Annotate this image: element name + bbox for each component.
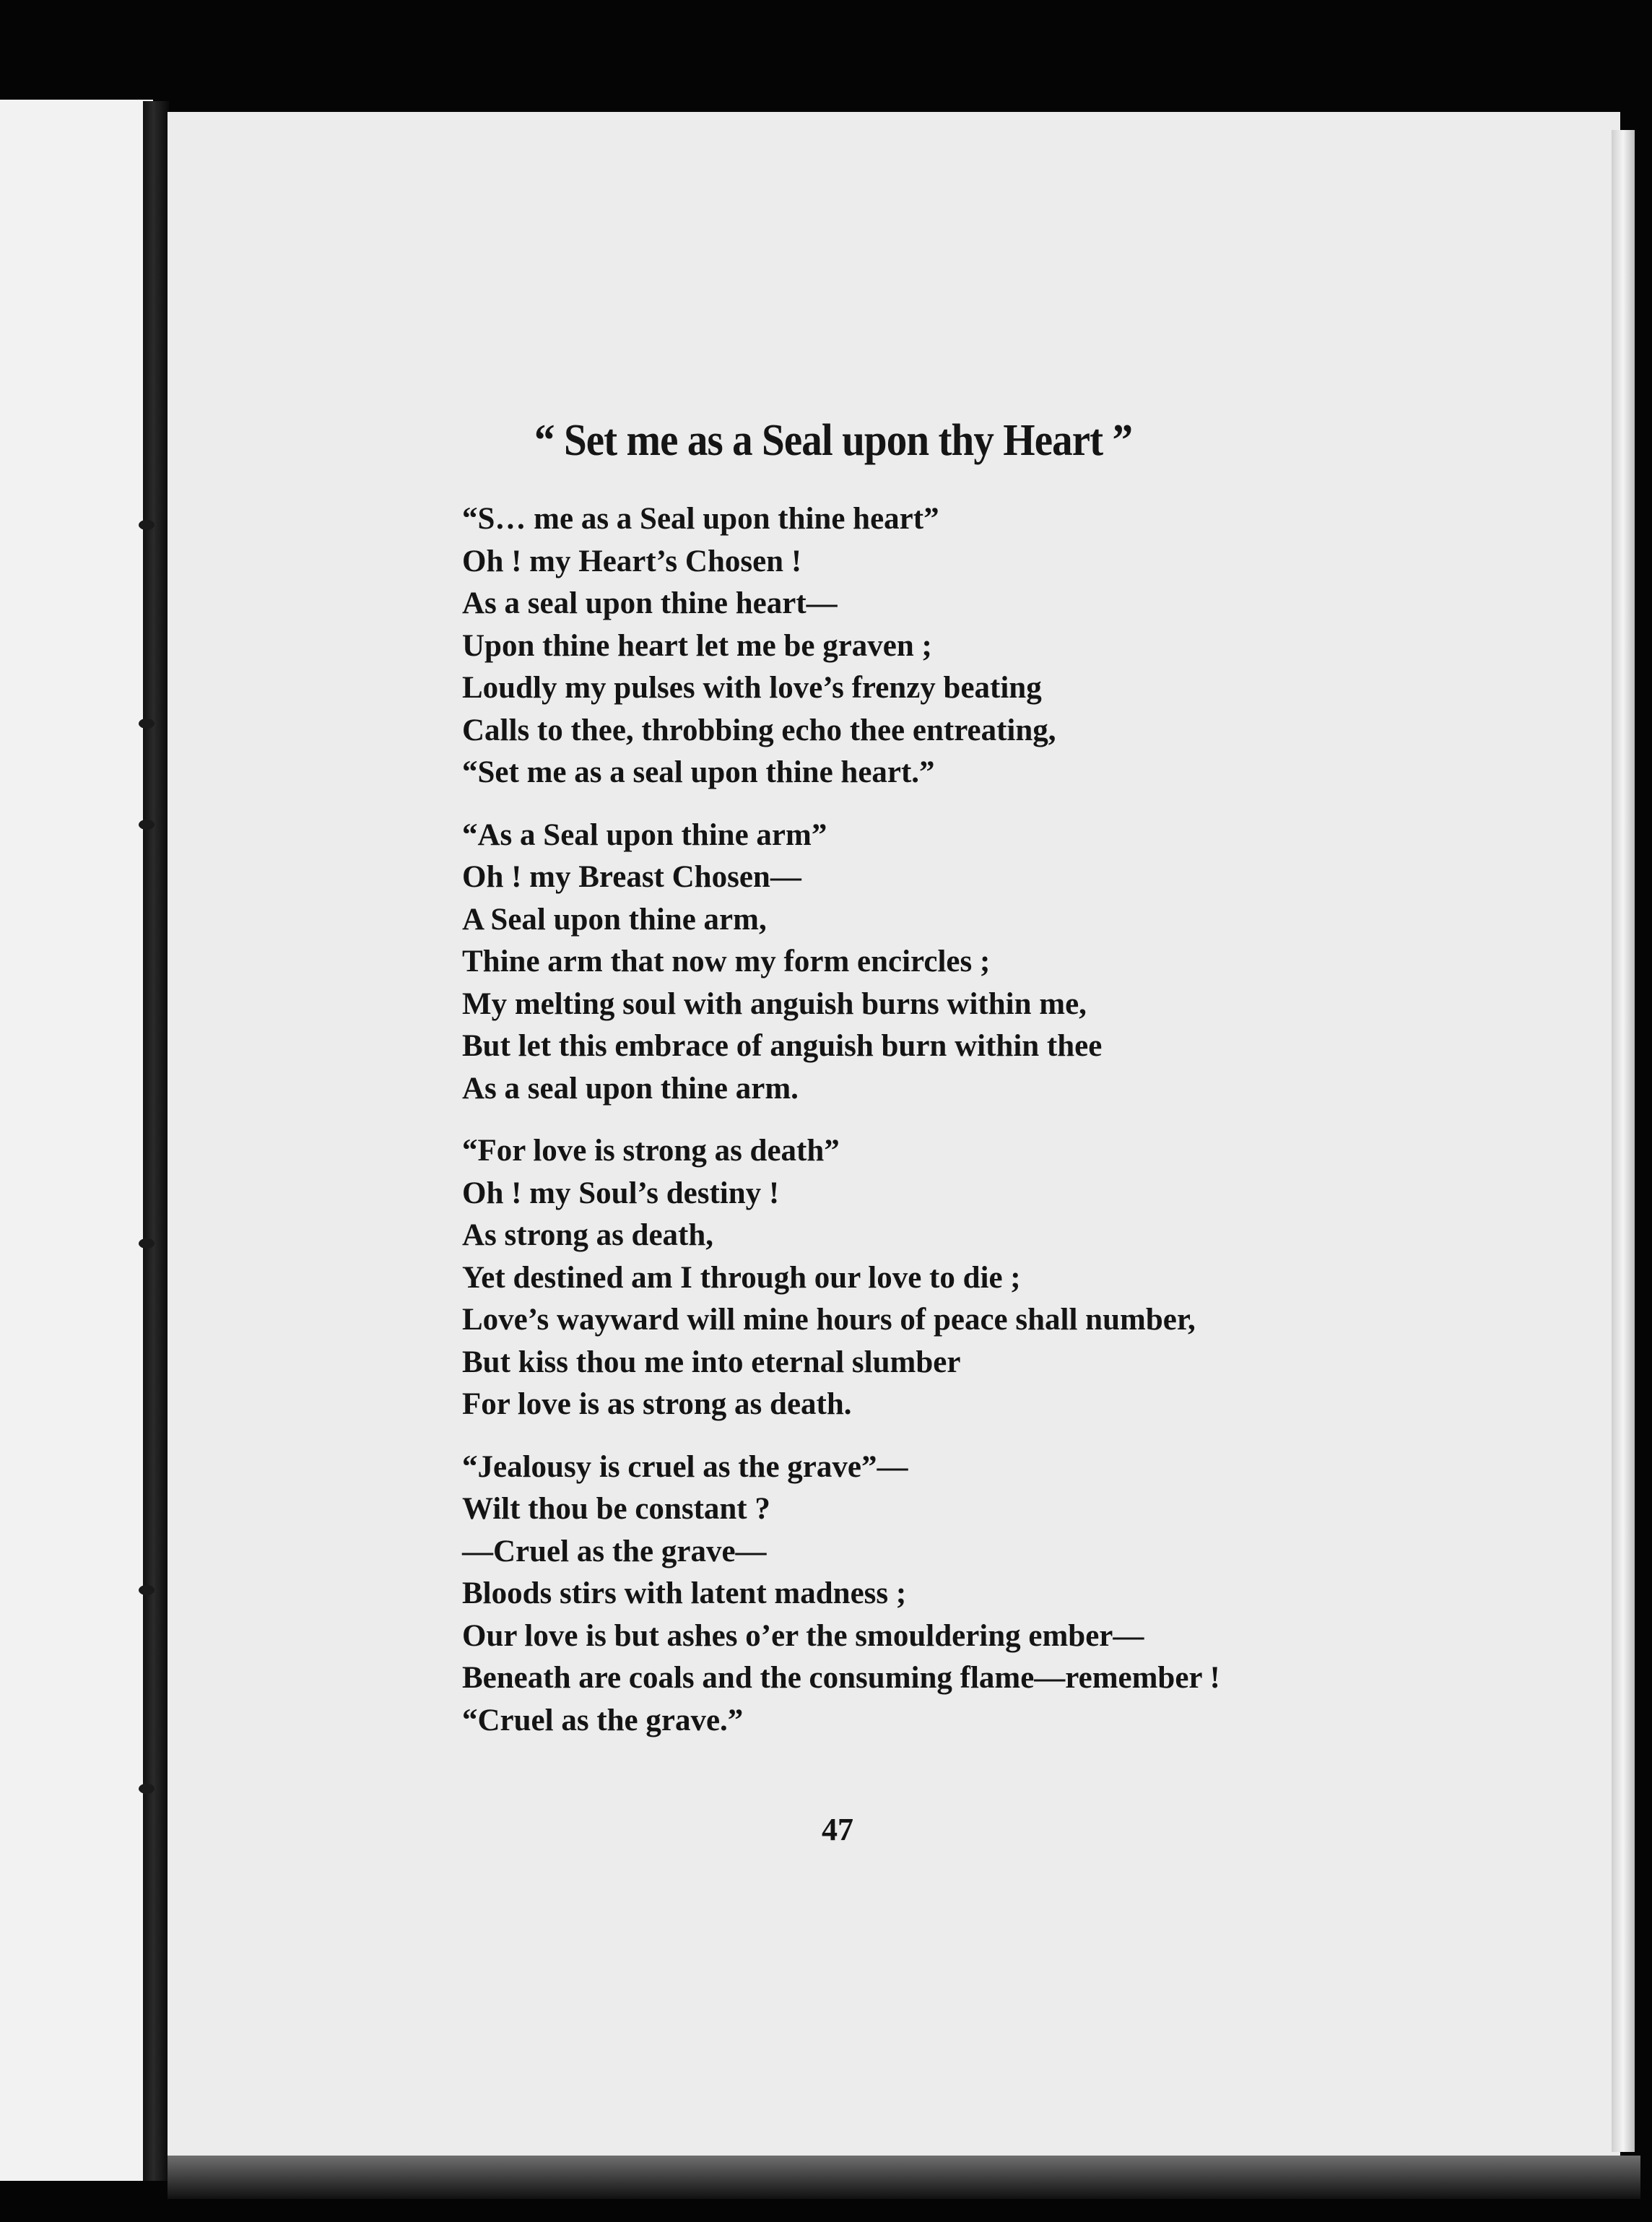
stanza	[462, 1446, 1545, 1743]
poem-line: Oh ! my Heart’s Chosen !	[462, 544, 802, 578]
poem-line: “S… me as a Seal upon thine heart”	[462, 502, 939, 536]
poem-line: As a seal upon thine heart—	[462, 586, 838, 620]
gutter-mark	[139, 1238, 155, 1249]
page-number: 47	[822, 1812, 853, 1847]
poem-line: Oh ! my Breast Chosen—	[462, 860, 801, 894]
poem-line: Oh ! my Soul’s destiny !	[462, 1176, 780, 1210]
poem-line: As strong as death,	[462, 1218, 714, 1252]
poem-line: My melting soul with anguish burns within me,	[462, 986, 1087, 1021]
gutter-mark	[139, 719, 155, 729]
poem-line: But kiss thou me into eternal slumber	[462, 1345, 961, 1379]
book-gutter	[143, 101, 169, 2181]
poem-line: For love is as strong as death.	[462, 1387, 852, 1421]
poem-line: Wilt thou be constant ?	[462, 1492, 770, 1526]
gutter-mark	[139, 820, 155, 830]
poem-line: Our love is but ashes o’er the smouldering ember—	[462, 1618, 1144, 1653]
poem-line: Calls to thee, throbbing echo thee entreating,	[462, 713, 1056, 747]
page-bottom-shadow	[168, 2156, 1640, 2199]
stanza	[462, 815, 1545, 1111]
poem-line: Bloods stirs with latent madness ;	[462, 1576, 907, 1610]
gutter-mark	[139, 520, 155, 530]
poem-line: —Cruel as the grave—	[462, 1534, 767, 1568]
poem-line: Loudly my pulses with love’s frenzy beating	[462, 671, 1042, 705]
poem-line: Beneath are coals and the consuming flame—remember !	[462, 1661, 1220, 1695]
poem-line: But let this embrace of anguish burn within thee	[462, 1029, 1103, 1063]
poem-line: “Cruel as the grave.”	[462, 1703, 744, 1737]
poem-line: “As a Seal upon thine arm”	[462, 817, 827, 852]
poem-line: A Seal upon thine arm,	[462, 902, 767, 937]
poem-title: “ Set me as a Seal upon thy Heart ”	[534, 416, 1133, 465]
poem-line: “Jealousy is cruel as the grave”—	[462, 1449, 908, 1484]
stanza	[462, 1130, 1545, 1426]
gutter-mark	[139, 1585, 155, 1595]
poem-line: Love’s wayward will mine hours of peace shall number,	[462, 1303, 1196, 1337]
page-edge	[1612, 130, 1635, 2152]
poem-line: “Set me as a seal upon thine heart.”	[462, 755, 935, 789]
poem-line: Thine arm that now my form encircles ;	[462, 945, 991, 978]
facing-page-edge	[0, 100, 153, 2181]
poem-line: Yet destined am I through our love to die ;	[462, 1260, 1021, 1295]
poem-line: Upon thine heart let me be graven ;	[462, 628, 932, 663]
poem-line: “For love is strong as death”	[462, 1134, 840, 1168]
gutter-mark	[139, 1784, 155, 1794]
poem-body	[462, 498, 1545, 1762]
poem-line: As a seal upon thine arm.	[462, 1071, 799, 1106]
stanza	[462, 498, 1545, 794]
